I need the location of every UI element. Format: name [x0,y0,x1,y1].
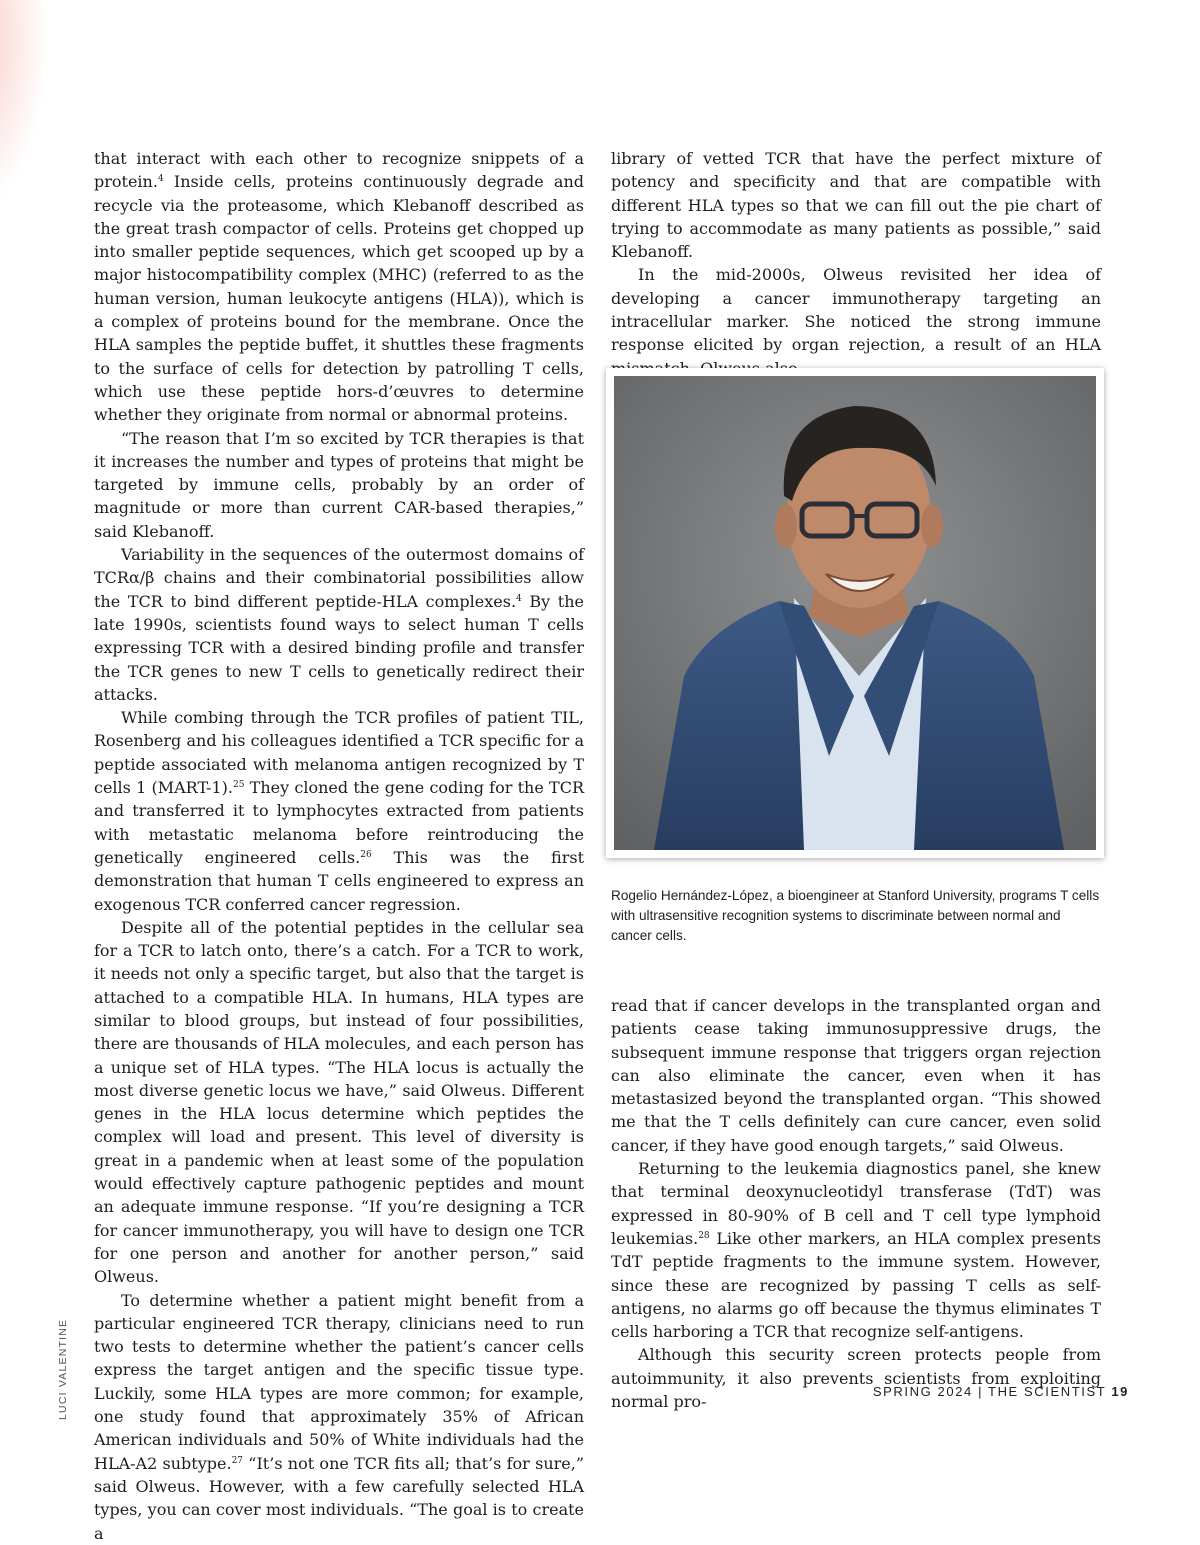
paragraph: While combing through the TCR profiles of patient TIL, Rosenberg and his colleagues identified a TCR specific for a peptide associated with melanoma antigen recognized by T cells 1 (MART-1).$^{25}$ They cloned the gene coding for the TCR and transferred it to lymphocytes extracted from patients with metastatic melanoma before reintroducing the genetically engineered cells.$^{26}$ This was the first demonstration that human T cells engineered to express an exogenous TCR conferred cancer regression. [94,708,585,914]
paragraph: Returning to the leukemia diagnostics panel, she knew that terminal deoxynucleotidyl transferase (TdT) was expressed in 80-90% of B cell and T cell type lymphoid leukemias.$^{28}$ Like other markers, an HLA complex presents TdT peptide fragments to the immune system. However, since these are recognized by passing T cells as self-antigens, no alarms go off because the thymus eliminates T cells harboring a TCR that recognize self-antigens. [611,1159,1101,1342]
paragraph: Despite all of the potential peptides in the cellular sea for a TCR to latch onto, there’s a catch. For a TCR to work, it needs not only a specific target, but also that the target is attached to a compatible HLA. In humans, HLA types are similar to blood groups, but instead of four possibilities, there are thousands of HLA molecules, and each person has a unique set of HLA types. “The HLA locus is actually the most diverse genetic locus we have,” said Olweus. Different genes in the HLA locus determine which peptides the complex will load and present. This level of diversity is great in a pandemic when at least some of the population would effectively capture pathogenic peptides and mount an adequate immune response. “If you’re designing a TCR for cancer immunotherapy, you will have to design one TCR for one person and another for another person,” said Olweus. [94,917,584,1287]
paragraph: “The reason that I’m so excited by TCR therapies is that it increases the number and types of proteins that might be targeted by immune cells, probably by an order of magnitude or more than current CAR-based therapies,” said Klebanoff. [94,428,584,541]
paragraph: Variability in the sequences of the outermost domains of TCRα/β chains and their combinatorial possibilities allow the TCR to bind different peptide-HLA complexes.$^4$ By the late 1990s, scientists found ways to select human T cells expressing TCR with a desired binding profile and transfer the TCR genes to new T cells to genetically redirect their attacks. [94,545,585,704]
citation: 26 [360,849,372,860]
citation: 27 [231,1455,244,1466]
running-head: SPRING 2024 | THE SCIENTIST [872,1384,1112,1399]
citation: 25 [232,780,245,791]
paragraph: In the mid-2000s, Olweus revisited her idea of developing a cancer immunotherapy targeting an intracellular marker. She noticed the strong immune response elicited by organ rejection, a result of an HLA [611,265,1101,355]
article-column-right-bottom [611,994,1101,1413]
paragraph: To determine whether a patient might benefit from a particular engineered TCR therapy, clinicians need to run two tests to determine whether the patient’s cancer cells express the target antigen and the specific tissue type. Luckily, some HLA types are more common; for example, one study found that approximately 35% of African American individuals and 50% of White individuals had the HLA-A2 subtype.$^{27}$ “It’s not one TCR fits all; that’s for sure,” said Olweus. However, with a few carefully selected HLA types, you can cover most individuals. “The goal is to create a [94,1290,585,1543]
page-corner-decoration [0,0,50,220]
page-number: 19 [1111,1384,1129,1399]
photo-caption: Rogelio Hernández-López, a bioengineer at Stanford University, programs T cells with ultrasensitive recognition systems to discriminate between normal and cancer cells. [611,888,1100,943]
citation: 28 [698,1230,710,1241]
paragraph: read that if cancer develops in the transplanted organ and patients cease taking immunosuppressive drugs, the subsequent immune response that triggers organ rejection can also eliminate the cancer, even when it has metastasized beyond the transplanted organ. “This showed me that the T cells definitely can cure cancer, even solid cancer, if they have good enough targets,” said Olweus. [611,996,1101,1155]
article-column-left [94,147,584,1545]
paragraph: that interact with each other to recognize snippets of a protein.$^4$ Inside cells, proteins continuously degrade and recycle via the proteasome, which Klebanoff described as the great trash compactor of cells. Proteins get chopped up into smaller peptide sequences, which get scooped up by a major histocompatibility complex (MHC) (referred to as the human version, human leukocyte antigens (HLA)), which is a complex of proteins bound for the membrane. Once the HLA samples the peptide buffet, it shuttles these fragments to the surface of cells for detection by patrolling T cells, which use these peptide hors-d’œuvres to determine whether they originate from normal or abnormal proteins. [94,149,584,425]
article-column-right-top [611,147,1101,380]
portrait-photo [606,368,1104,858]
portrait-image [614,376,1096,850]
paragraph: Although this security screen protects people from autoimmunity, it also prevents scientists from exploiting normal pro- [611,1345,1101,1412]
citation: 4 [516,593,522,604]
page-footer [873,1384,1129,1399]
paragraph: library of vetted TCR that have the perfect mixture of potency and specificity and that are compatible with different HLA types so that we can fill out the pie chart of trying to accommodate as many patients as possible,” said Klebanoff. [611,149,1101,262]
photo-credit: LUCI VALENTINE [57,1318,69,1420]
citation: 4 [157,174,164,185]
